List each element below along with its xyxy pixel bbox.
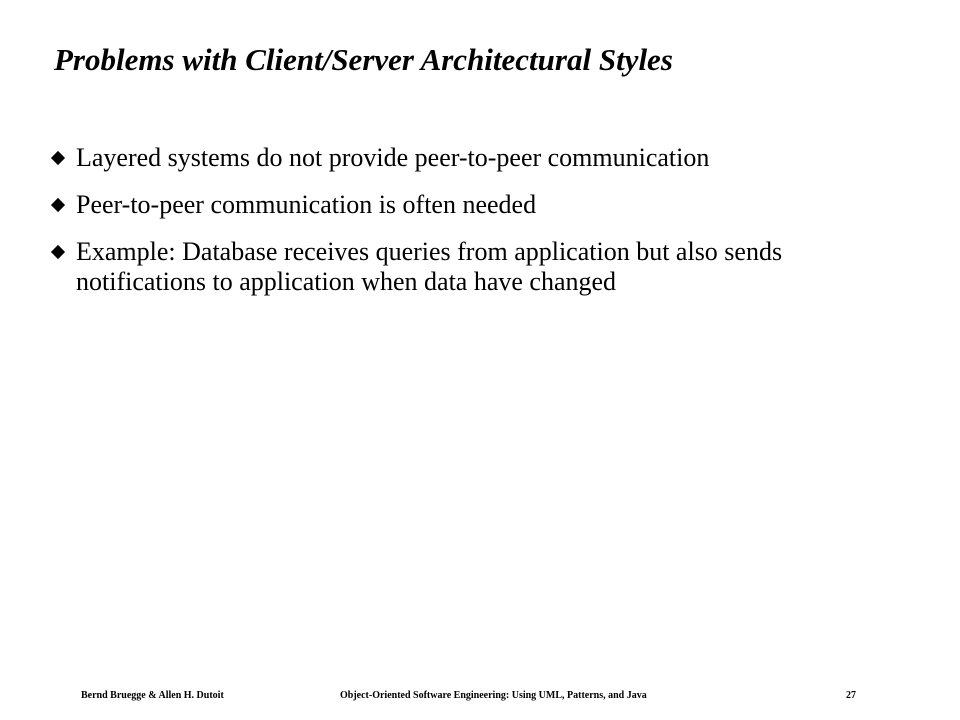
slide-title: Problems with Client/Server Architectural Styles [54,42,673,77]
footer-book-title: Object-Oriented Software Engineering: Using UML, Patterns, and Java [340,690,647,701]
bullet-item [48,237,838,297]
diamond-bullet-icon [51,245,65,259]
bullet-text: Layered systems do not provide peer-to-peer communication [76,143,710,172]
bullet-list [48,143,838,314]
bullet-text: Example: Database receives queries from application but also sends notifications to application when data have changed [76,237,783,296]
bullet-item [48,190,838,220]
footer-authors: Bernd Bruegge & Allen H. Dutoit [81,690,224,701]
footer-page-number: 27 [846,690,856,701]
bullet-text: Peer-to-peer communication is often needed [76,190,537,219]
diamond-bullet-icon [51,151,65,165]
diamond-bullet-icon [51,198,65,212]
bullet-item [48,143,838,173]
